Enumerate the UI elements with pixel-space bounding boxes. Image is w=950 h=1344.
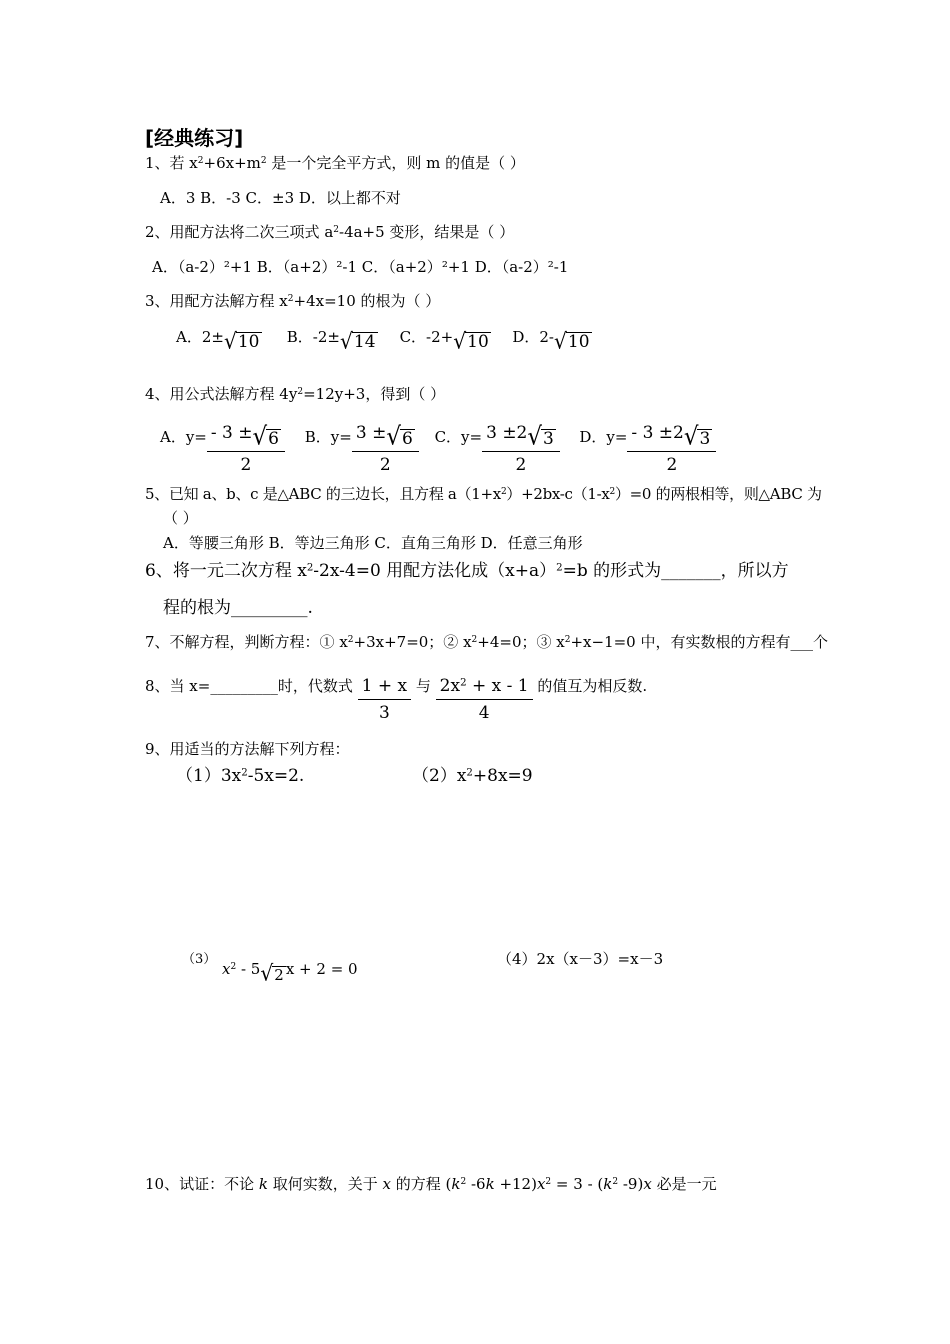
fraction-denominator: 3 <box>378 702 390 723</box>
q9-sup: 2 <box>230 962 237 973</box>
fraction-denominator: 2 <box>666 454 678 475</box>
q6-text: -2x-4=0 用配方法化成（x+a） <box>313 561 557 581</box>
q8-sup: 2 <box>460 677 467 689</box>
q3-text: 3、用配方法解方程 x <box>145 292 288 310</box>
q3-option-label: A．2± <box>176 328 224 346</box>
q10-sup: 2 <box>612 1177 619 1188</box>
q10-sup: 2 <box>460 1177 467 1188</box>
question-5 <box>145 483 822 504</box>
q10-text: 取何实数，关于 <box>267 1175 383 1193</box>
q10-var: k <box>258 1175 268 1193</box>
q9-sup: 2 <box>466 767 473 779</box>
question-6-line2: 程的根为_________. <box>163 598 313 618</box>
question-2-options <box>152 256 568 277</box>
q2-text: -4a+5 变形，结果是（ ） <box>339 223 515 241</box>
q8-text: 8、当 x=_________时，代数式 <box>145 677 353 696</box>
fraction <box>207 424 285 476</box>
sqrt-symbol: √ 6 <box>252 422 279 452</box>
q5-text: ）=0 的两根相等，则△ABC 为 <box>614 485 822 503</box>
radicand: 14 <box>353 331 376 352</box>
q7-sup: 2 <box>564 635 571 646</box>
q10-var: k <box>603 1175 613 1193</box>
section-title: [经典练习] <box>145 126 244 150</box>
q3-option-label: B．-2± <box>286 328 340 346</box>
q3-option-c <box>399 326 508 354</box>
question-9-title: 9、用适当的方法解下列方程： <box>145 740 350 758</box>
question-1 <box>145 152 525 173</box>
q5-sup: 2 <box>500 487 507 498</box>
q7-sup: 2 <box>347 635 354 646</box>
q4-text: 4、用公式法解方程 4y <box>145 385 298 403</box>
fraction-numerator: + x - 1 <box>466 676 529 696</box>
q1-text: +6x+m <box>203 154 261 172</box>
sqrt-symbol: √ 10 <box>453 328 489 354</box>
fraction-numerator: 2x <box>439 676 461 696</box>
q10-var: k <box>485 1175 495 1193</box>
sqrt-symbol: √ 3 <box>683 422 711 452</box>
q10-var: k <box>451 1175 461 1193</box>
q3-option-label: D．2- <box>512 328 554 346</box>
q4-option-a <box>160 412 300 475</box>
q6-sup: 2 <box>556 562 563 574</box>
q4-text: =12y+3，得到（ ） <box>303 385 446 403</box>
question-3-options <box>176 326 592 354</box>
q10-var: x <box>536 1175 546 1193</box>
q1-text: 1、若 x <box>145 154 198 172</box>
q2-sup: 2 <box>333 225 339 236</box>
q3-option-d <box>512 326 591 354</box>
q5-text: ）+2bx-c（1-x <box>506 485 610 503</box>
fraction-numerator: 3 ±2 <box>486 423 528 443</box>
q10-text: -9) <box>618 1175 644 1193</box>
q3-option-b <box>286 326 395 354</box>
q2-option-c: ²-1 C．（a+2） <box>336 258 442 276</box>
question-9-part-3 <box>222 960 358 986</box>
q4-option-c <box>434 412 575 475</box>
q9-text: +8x=9 <box>472 766 533 786</box>
question-9-part-4: （4）2x（x－3）=x－3 <box>497 950 664 968</box>
fraction <box>436 677 533 723</box>
question-10 <box>145 1173 717 1194</box>
question-1-options: A．3 B．-3 C．±3 D．以上都不对 <box>160 189 401 207</box>
radicand: 3 <box>699 429 711 450</box>
q8-text: 与 <box>415 677 431 696</box>
q7-text: 7、不解方程，判断方程：① x <box>145 633 348 651</box>
q1-text: 是一个完全平方式，则 m 的值是（ ） <box>266 154 525 172</box>
fraction-numerator: 3 ± <box>355 423 387 443</box>
q6-sup: 2 <box>306 562 314 574</box>
radicand: 10 <box>237 331 260 352</box>
fraction <box>627 424 716 476</box>
radicand: 10 <box>467 331 489 352</box>
q10-var: x <box>382 1175 391 1193</box>
q10-text: 的方程 ( <box>390 1175 452 1193</box>
q10-text: = 3 - ( <box>551 1175 604 1193</box>
question-9-part-3-label: （3） <box>182 952 217 967</box>
question-8 <box>145 664 648 723</box>
q7-text: +4=0；③ x <box>477 633 565 651</box>
q2-option-d: ²+1 D．（a-2） <box>441 258 548 276</box>
radicand: 6 <box>268 429 279 450</box>
radicand: 10 <box>567 331 590 352</box>
q4-sup: 2 <box>297 387 304 398</box>
q10-text: +12) <box>494 1175 537 1193</box>
fraction-denominator: 2 <box>379 454 391 475</box>
q3-option-label: C．-2+ <box>399 328 454 346</box>
question-2 <box>145 221 514 242</box>
question-5-options: A．等腰三角形 B．等边三角形 C．直角三角形 D．任意三角形 <box>163 534 583 552</box>
q3-sup: 2 <box>287 294 294 305</box>
q9-text: x + 2 = 0 <box>285 960 358 978</box>
sqrt-symbol: √ 10 <box>223 328 260 354</box>
fraction-numerator: - 3 ±2 <box>631 423 684 443</box>
question-4-options <box>160 412 716 475</box>
q1-sup: 2 <box>260 156 267 167</box>
sqrt-symbol: √ 14 <box>340 328 376 354</box>
q9-text: x <box>222 960 231 978</box>
q4-option-label: A．y= <box>160 427 207 446</box>
sqrt-symbol: √ 3 <box>527 422 554 452</box>
question-4 <box>145 383 445 404</box>
q9-sup: 2 <box>241 767 248 779</box>
q2-text: 2、用配方法将二次三项式 a <box>145 223 334 241</box>
q5-text: 5、已知 a、b、c 是△ABC 的三边长，且方程 a（1+x <box>145 485 501 503</box>
q7-text: +3x+7=0；② x <box>353 633 472 651</box>
fraction <box>482 424 560 476</box>
sqrt-symbol: √ 6 <box>386 422 413 452</box>
q3-option-a <box>176 326 282 354</box>
fraction-denominator: 4 <box>478 702 490 723</box>
q9-text: （1）3x <box>176 766 242 786</box>
fraction <box>358 677 411 723</box>
fraction-numerator: 1 + x <box>358 677 411 700</box>
q6-text: =b 的形式为_______，所以方 <box>562 561 789 581</box>
question-6 <box>145 556 789 581</box>
q6-text: 6、将一元二次方程 x <box>145 561 307 581</box>
q9-text: - 5 <box>236 960 261 978</box>
sqrt-symbol: √ 10 <box>553 328 590 354</box>
q4-option-b <box>304 412 430 475</box>
q10-var: x <box>643 1175 652 1193</box>
q9-text: -5x=2. <box>247 766 305 786</box>
q2-option-b: ²+1 B．（a+2） <box>223 258 337 276</box>
radicand: 2 <box>274 965 284 984</box>
fraction <box>352 424 419 476</box>
fraction-denominator: 2 <box>240 454 252 475</box>
q10-text: 10、试证：不论 <box>145 1175 259 1193</box>
q7-sup: 2 <box>471 635 478 646</box>
question-9-part-2 <box>412 761 533 786</box>
q9-text: （2）x <box>412 766 467 786</box>
q5-sup: 2 <box>609 487 615 498</box>
q10-text: -6 <box>466 1175 486 1193</box>
question-7 <box>145 631 828 652</box>
q4-option-label: D．y= <box>579 427 628 446</box>
q10-text: 必是一元 <box>651 1175 717 1193</box>
q4-option-label: B．y= <box>304 427 352 446</box>
radicand: 6 <box>401 429 413 450</box>
q4-option-label: C．y= <box>434 427 483 446</box>
question-3 <box>145 290 440 311</box>
q2-option-end: ²-1 <box>547 258 569 276</box>
fraction-numerator: - 3 ± <box>210 423 253 443</box>
fraction-denominator: 2 <box>515 454 527 475</box>
q1-sup: 2 <box>197 156 204 167</box>
q2-option-a: A．（a-2） <box>152 258 224 276</box>
question-9-part-1 <box>176 761 304 786</box>
q8-text: 的值互为相反数. <box>537 677 648 696</box>
q7-text: +x−1=0 中，有实数根的方程有___个 <box>570 633 828 651</box>
question-5-blank: （ ） <box>163 509 198 527</box>
q3-text: +4x=10 的根为（ ） <box>293 292 441 310</box>
radicand: 3 <box>543 429 554 450</box>
q10-sup: 2 <box>545 1177 552 1188</box>
sqrt-symbol: √ 2 <box>260 960 284 986</box>
q4-option-d <box>579 412 716 475</box>
